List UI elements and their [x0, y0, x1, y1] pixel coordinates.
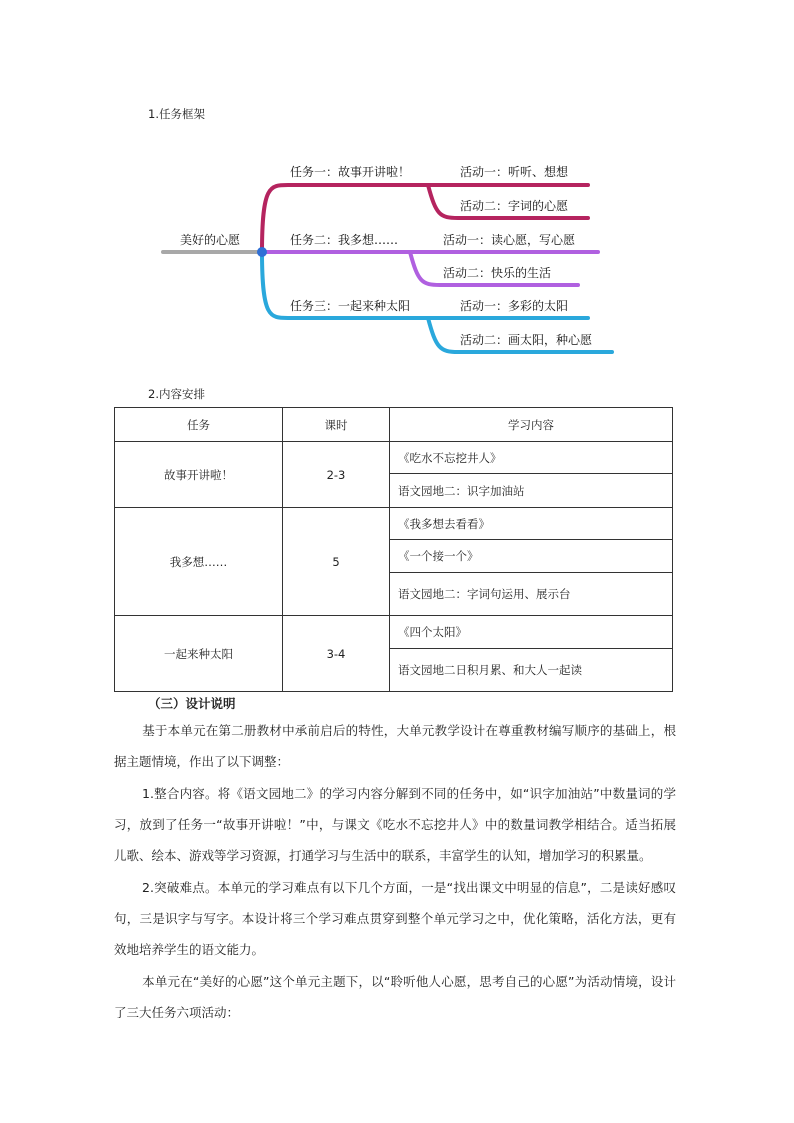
paragraph-1-text: 基于本单元在第二册教材中承前启后的特性，大单元教学设计在尊重教材编写顺序的基础上，根据主题情境，作出了以下调整：	[114, 723, 676, 769]
task-3-activity-1: 活动一：多彩的太阳	[460, 299, 569, 313]
header-hours: 课时	[283, 408, 390, 442]
content-cell: 《一个接一个》	[390, 540, 673, 573]
mind-map	[0, 0, 794, 400]
task-1-label: 任务一：故事开讲啦！	[290, 165, 411, 179]
table-row	[115, 442, 673, 474]
content-cell: 《吃水不忘挖井人》	[390, 442, 673, 474]
header-task: 任务	[115, 408, 283, 442]
root-node-dot	[257, 247, 267, 257]
task-1-activity-2: 活动二：字词的心愿	[460, 199, 569, 213]
hours-cell: 2-3	[283, 442, 390, 508]
content-cell: 《四个太阳》	[390, 616, 673, 649]
content-arrangement-table	[114, 407, 673, 692]
header-content: 学习内容	[390, 408, 673, 442]
task-cell: 故事开讲啦！	[115, 442, 283, 508]
task-2-activity-1: 活动一：读心愿，写心愿	[443, 233, 576, 247]
content-cell: 语文园地二：识字加油站	[390, 474, 673, 508]
table-row	[115, 616, 673, 649]
section-2-heading: 2.内容安排	[148, 387, 205, 401]
task-cell: 我多想……	[115, 508, 283, 616]
paragraph-2-text: 1.整合内容。将《语文园地二》的学习内容分解到不同的任务中，如“识字加油站”中数量词的学习，放到了任务一“故事开讲啦！”中，与课文《吃水不忘挖井人》中的数量词教学相结合。适当拓展儿歌、绘本、游戏等学习资源，打通学习与生活中的联系，丰富学生的认知，增加学习的积累量。	[114, 786, 676, 863]
task-cell: 一起来种太阳	[115, 616, 283, 692]
table-row	[115, 508, 673, 540]
paragraph-3-text: 2.突破难点。本单元的学习难点有以下几个方面，一是“找出课文中明显的信息”，二是读好感叹句，三是识字与写字。本设计将三个学习难点贯穿到整个单元学习之中，优化策略，活化方法，更有效地培养学生的语文能力。	[114, 880, 676, 957]
paragraph-4-text: 本单元在“美好的心愿”这个单元主题下，以“聆听他人心愿，思考自己的心愿”为活动情境，设计了三大任务六项活动：	[114, 974, 676, 1020]
paragraph-3	[114, 872, 676, 965]
paragraph-1	[114, 715, 676, 777]
task-2-label: 任务二：我多想……	[290, 233, 399, 247]
content-cell: 语文园地二日积月累、和大人一起读	[390, 649, 673, 692]
content-cell: 语文园地二：字词句运用、展示台	[390, 573, 673, 616]
hours-cell: 3-4	[283, 616, 390, 692]
task-1-activity-1: 活动一：听听、想想	[460, 165, 569, 179]
paragraph-4	[114, 966, 676, 1028]
section-1-heading: 1.任务框架	[148, 107, 205, 121]
section-3-heading: （三）设计说明	[148, 696, 236, 711]
paragraph-2	[114, 778, 676, 871]
mind-map-root: 美好的心愿	[180, 233, 241, 247]
task-3-activity-2: 活动二：画太阳，种心愿	[460, 333, 593, 347]
task-3-label: 任务三：一起来种太阳	[290, 299, 411, 313]
task-2-activity-2: 活动二：快乐的生活	[443, 266, 552, 280]
table-header-row	[115, 408, 673, 442]
hours-cell: 5	[283, 508, 390, 616]
content-cell: 《我多想去看看》	[390, 508, 673, 540]
